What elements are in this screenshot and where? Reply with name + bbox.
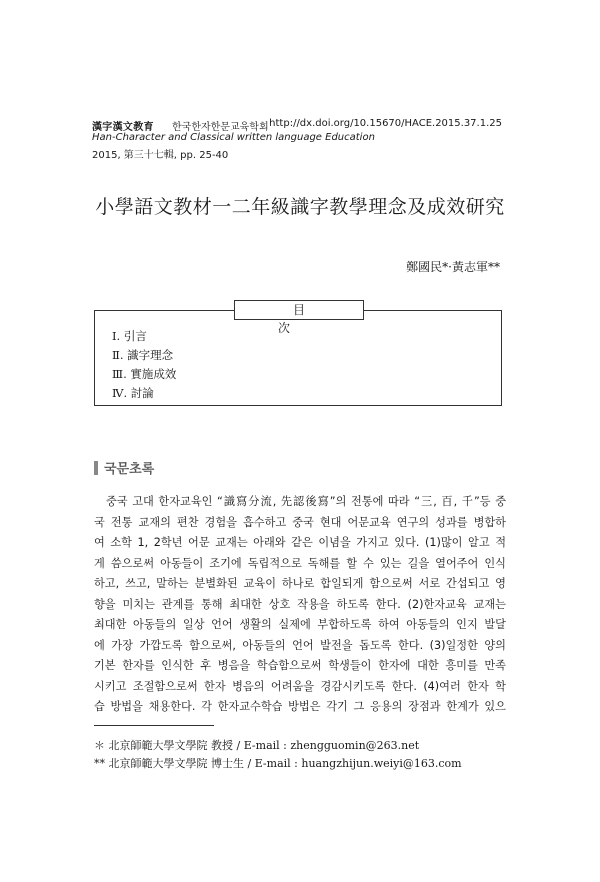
volume-info: 2015, 第三十七輯, pp. 25-40 bbox=[92, 150, 229, 161]
abstract-heading: 국문초록 bbox=[104, 462, 155, 477]
toc-item: Ⅱ. 識字理念 bbox=[112, 348, 174, 362]
abstract-line: 국 전통 교재의 편찬 경험을 흡수하고 중국 현대 어문교육 연구의 성과를 병합하 bbox=[94, 515, 506, 529]
paper-title: 小學語文教材一二年級識字教學理念及成效研究 bbox=[95, 196, 505, 218]
abstract-line: 기본 한자를 인식한 후 병음을 학습함으로써 학생들이 한자에 대한 흥미를 만족 bbox=[94, 659, 506, 672]
doi-link[interactable]: http://dx.doi.org/10.15670/HACE.2015.37.1.25 bbox=[269, 118, 502, 129]
abstract-line: 습 방법을 채용한다. 각 한자교수학습 방법은 각기 그 응용의 장점과 한계가 있으 bbox=[94, 700, 506, 713]
abstract-line: 게 씀으로써 아동들이 조기에 독립적으로 독해를 할 수 있는 길을 열어주어 인식 bbox=[94, 556, 506, 570]
toc-item: Ⅳ. 討論 bbox=[112, 386, 154, 400]
abstract-body bbox=[94, 492, 506, 718]
footnote-rule bbox=[94, 725, 214, 726]
journal-name: 漢字漢文教育 bbox=[92, 122, 154, 133]
footnote: ** 北京師範大學文學院 博士生 / E-mail : huangzhijun.weiyi@163.com bbox=[94, 757, 462, 770]
toc-item: Ⅲ. 實施成效 bbox=[112, 367, 177, 381]
society-name: 한국한자한문교육학회 bbox=[172, 122, 269, 133]
abstract-line: 에 가장 가깝도록 함으로써, 아동들의 언어 발전을 돕도록 한다. (3)일정한 양의 bbox=[94, 638, 506, 652]
journal-english-name: Han-Character and Classical written language Education bbox=[92, 132, 375, 143]
section-marker bbox=[94, 461, 98, 475]
abstract-line: 향을 미치는 관계를 통해 최대한 상호 작용을 하도록 한다. (2)한자교육 교재는 bbox=[94, 597, 506, 611]
footnote: ＊ 北京師範大學文學院 教授 / E-mail : zhengguomin@263.net bbox=[94, 739, 420, 752]
abstract-line: 여 소학 1, 2학년 어문 교재는 아래와 같은 이념을 가지고 있다. (1)많이 알고 적 bbox=[94, 536, 506, 549]
abstract-line: 최대한 아동들의 일상 언어 생활의 실제에 부합하도록 하여 아동들의 인지 발달 bbox=[94, 618, 506, 631]
abstract-line: 시키고 조절함으로써 한자 병음의 어려움을 경감시키도록 한다. (4)여러 한자 학 bbox=[94, 679, 506, 693]
authors: 鄭國民*·黃志軍** bbox=[406, 260, 500, 274]
toc-heading: 目 次 bbox=[234, 300, 364, 320]
toc-item: Ⅰ. 引言 bbox=[112, 329, 147, 343]
abstract-line: 하고, 쓰고, 말하는 분별화된 교육이 하나로 합일되게 함으로써 서로 간섭되고 영 bbox=[94, 577, 506, 590]
abstract-line: 중국 고대 한자교육인 “識寫分流, 先認後寫”의 전통에 따라 “三, 百, 千”등 중 bbox=[106, 495, 506, 508]
